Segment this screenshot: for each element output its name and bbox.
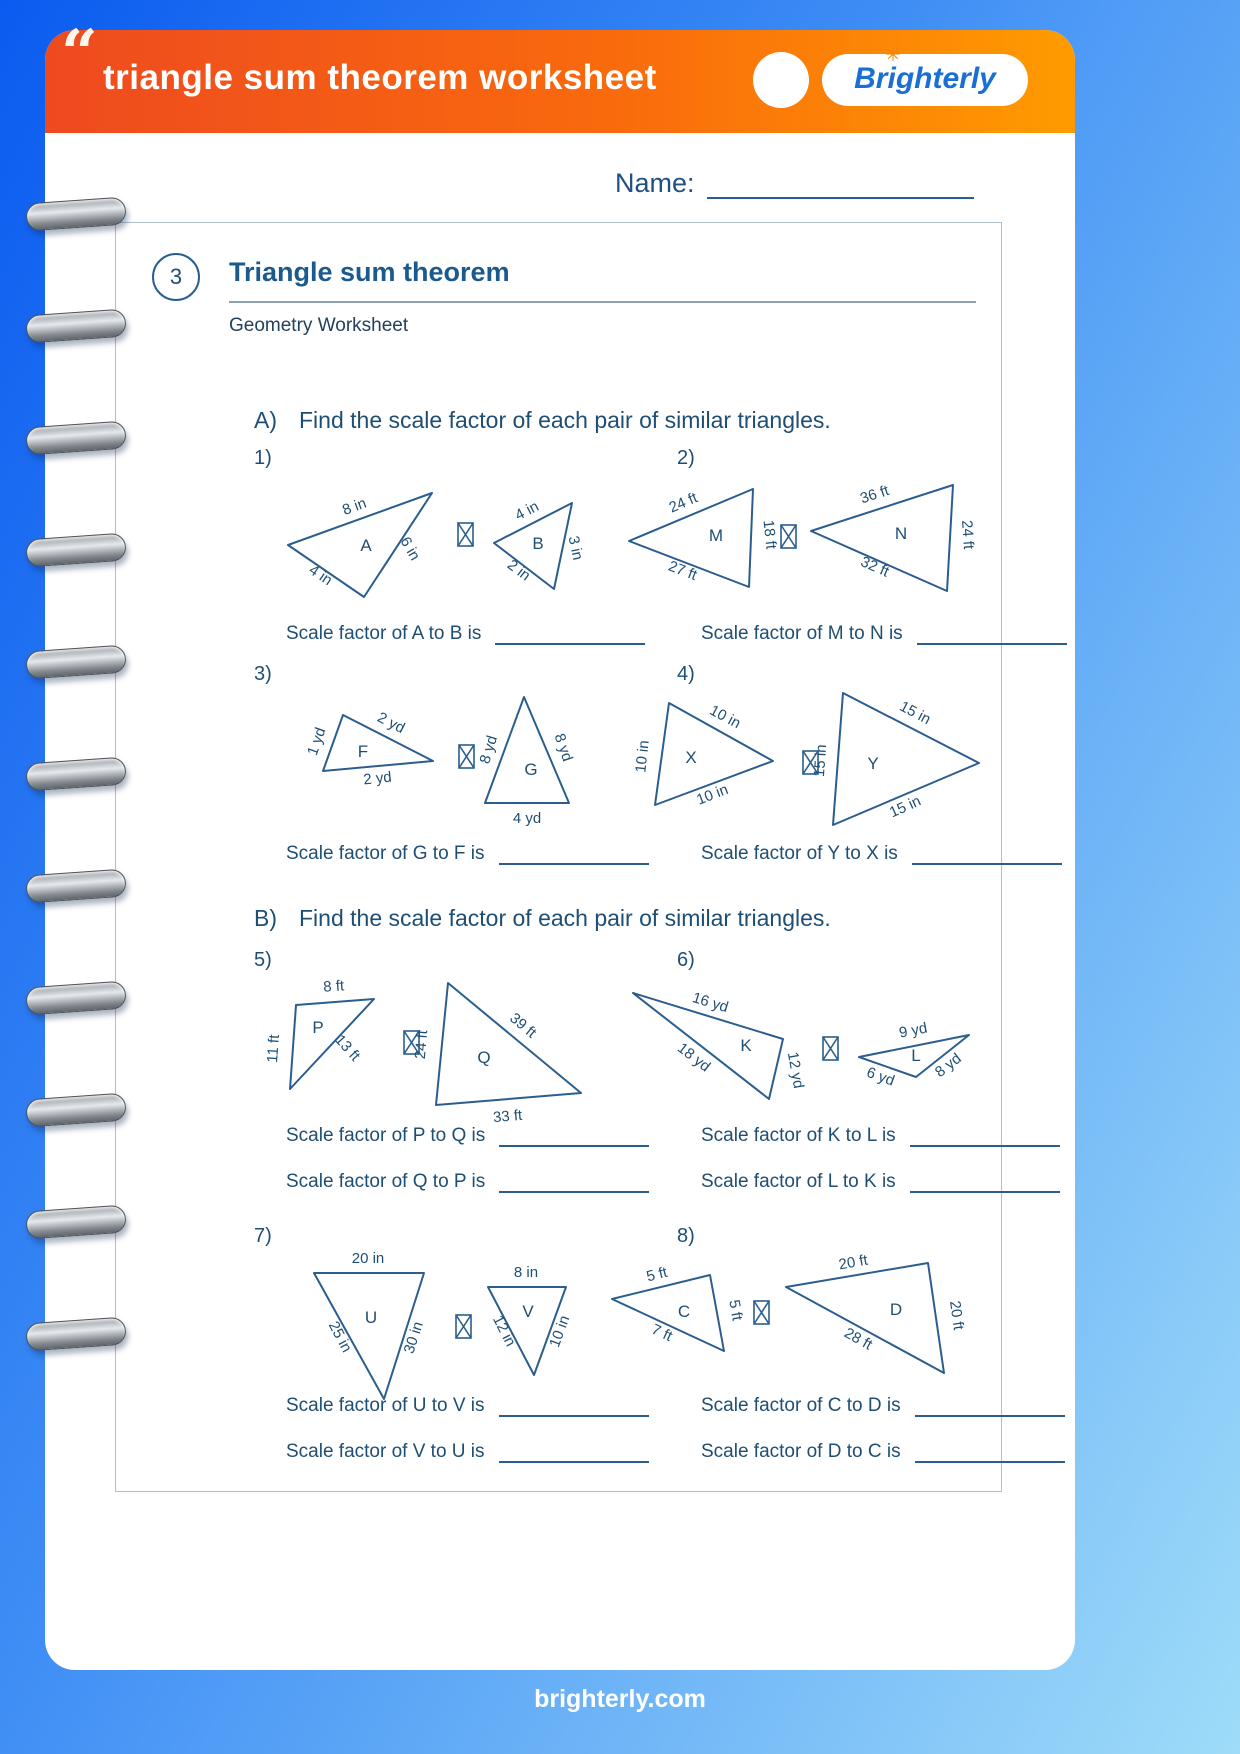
similar-symbol: [458, 523, 473, 546]
side-label: 15 in: [896, 697, 934, 729]
answer-line: [701, 1125, 1060, 1147]
side-label: 6 yd: [864, 1063, 897, 1090]
answer-label: Scale factor of Y to X is: [701, 843, 898, 864]
problem-2-number: 2): [677, 447, 695, 469]
figure-pair-8: [596, 1251, 991, 1396]
header-circle: [753, 52, 809, 108]
answer-label: Scale factor of U to V is: [286, 1395, 485, 1416]
side-label: 4 yd: [512, 810, 542, 827]
side-label: 3 in: [564, 534, 587, 562]
answer-line: [701, 623, 1067, 645]
triangle-A-label: A: [360, 536, 372, 555]
similar-symbol: [459, 745, 474, 768]
problem-4-number: 4): [677, 663, 695, 685]
answer-label: Scale factor of Q to P is: [286, 1171, 486, 1192]
title-divider: [229, 301, 976, 303]
answer-blank[interactable]: [912, 843, 1062, 865]
section-b-label: B): [254, 905, 277, 931]
answer-blank[interactable]: [499, 1441, 649, 1463]
sun-icon: ✳: [885, 45, 901, 66]
side-label: 24 ft: [411, 1029, 432, 1060]
answer-line: [286, 623, 645, 645]
triangle-C-label: C: [677, 1302, 691, 1321]
name-label: Name:: [615, 168, 695, 198]
figure-pair-4: [611, 685, 996, 835]
similar-symbol: [781, 525, 796, 548]
brand-name: Brighterly: [854, 62, 996, 95]
figure-pair-1: [266, 469, 596, 604]
side-label: 8 in: [513, 1264, 539, 1281]
triangle-G-label: G: [524, 760, 538, 779]
answer-label: Scale factor of C to D is: [701, 1395, 901, 1416]
side-label: 4 in: [305, 561, 336, 590]
side-label: 1 yd: [304, 725, 330, 758]
similar-symbol: [456, 1315, 471, 1338]
triangle-Q-label: Q: [477, 1048, 491, 1067]
side-label: 10 in: [632, 739, 653, 774]
figure-pair-5: [256, 971, 591, 1126]
triangle-D-label: D: [889, 1300, 903, 1319]
side-label: 15 in: [810, 743, 831, 778]
section-b-heading: [254, 905, 831, 932]
answer-label: Scale factor of M to N is: [701, 623, 903, 644]
answer-blank[interactable]: [499, 843, 649, 865]
triangle-M-label: M: [708, 526, 724, 545]
side-label: 6 in: [396, 534, 424, 564]
answer-label: Scale factor of G to F is: [286, 843, 485, 864]
worksheet-number-badge: 3: [152, 253, 200, 301]
side-label: 15 in: [886, 792, 924, 822]
header-title: triangle sum theorem worksheet: [103, 58, 657, 97]
side-label: 30 in: [400, 1319, 427, 1356]
answer-blank[interactable]: [915, 1441, 1065, 1463]
triangle-N-label: N: [894, 524, 908, 543]
side-label: 25 in: [324, 1318, 356, 1356]
worksheet-subtitle: Geometry Worksheet: [229, 315, 409, 336]
side-label: 32 ft: [858, 553, 892, 581]
answer-label: Scale factor of L to K is: [701, 1171, 896, 1192]
side-label: 8 ft: [322, 977, 345, 996]
side-label: 27 ft: [665, 557, 700, 584]
answer-line: [701, 1441, 1065, 1463]
side-label: 8 in: [340, 494, 369, 519]
worksheet-title: Triangle sum theorem: [229, 257, 510, 287]
footer-site: brighterly.com: [534, 1685, 706, 1713]
answer-line: [286, 843, 649, 865]
triangle-Y-label: Y: [867, 754, 879, 773]
side-label: 10 in: [546, 1313, 574, 1350]
figure-pair-6: [611, 977, 996, 1117]
answer-label: Scale factor of D to C is: [701, 1441, 901, 1462]
brighterly-logo: [822, 45, 1028, 106]
side-label: 20 ft: [837, 1251, 870, 1274]
triangle-D-outline: [786, 1263, 944, 1373]
answer-line: [701, 1171, 1060, 1193]
side-label: 10 in: [694, 781, 731, 809]
answer-blank[interactable]: [915, 1395, 1065, 1417]
name-input-line[interactable]: [707, 171, 974, 199]
answer-line: [286, 1171, 649, 1193]
answer-line: [701, 843, 1062, 865]
side-label: 20 ft: [946, 1299, 967, 1332]
problem-6-number: 6): [677, 949, 695, 971]
side-label: 10 in: [706, 701, 744, 733]
side-label: 24 ft: [666, 489, 700, 517]
answer-blank[interactable]: [499, 1395, 649, 1417]
side-label: 24 ft: [957, 519, 977, 550]
answer-blank[interactable]: [499, 1125, 649, 1147]
side-label: 12 in: [489, 1312, 519, 1350]
side-label: 18 ft: [759, 519, 780, 550]
section-b-instruction: Find the scale factor of each pair of similar triangles.: [299, 905, 831, 931]
answer-label: Scale factor of A to B is: [286, 623, 482, 644]
content-box: [115, 222, 1002, 1492]
answer-label: Scale factor of V to U is: [286, 1441, 485, 1462]
side-label: 8 yd: [476, 733, 501, 766]
figure-pair-3: [281, 685, 581, 835]
problem-7-number: 7): [254, 1225, 272, 1247]
triangle-P-outline: [290, 999, 374, 1089]
figure-pair-7: [276, 1245, 576, 1405]
side-label: 20 in: [351, 1250, 385, 1267]
triangle-K-label: K: [740, 1036, 752, 1055]
triangle-U-label: U: [364, 1308, 378, 1327]
side-label: 2 yd: [374, 708, 408, 738]
side-label: 12 yd: [783, 1050, 807, 1090]
side-label: 39 ft: [506, 1009, 540, 1042]
answer-blank[interactable]: [910, 1125, 1060, 1147]
triangle-L-label: L: [911, 1046, 921, 1065]
triangle-Q-outline: [436, 983, 581, 1105]
side-label: 28 ft: [841, 1324, 876, 1354]
problem-8-number: 8): [677, 1225, 695, 1247]
triangle-P-label: P: [312, 1018, 324, 1037]
answer-line: [286, 1125, 649, 1147]
side-label: 2 yd: [362, 768, 393, 789]
name-row: [615, 168, 974, 199]
section-a-instruction: Find the scale factor of each pair of similar triangles.: [299, 407, 831, 433]
section-a-label: A): [254, 407, 277, 433]
triangle-X-label: X: [685, 748, 697, 767]
answer-blank[interactable]: [495, 623, 645, 645]
side-label: 8 yd: [550, 731, 576, 764]
problem-1-number: 1): [254, 447, 272, 469]
side-label: 11 ft: [264, 1034, 283, 1064]
section-a-heading: [254, 407, 831, 434]
answer-label: Scale factor of K to L is: [701, 1125, 896, 1146]
side-label: 4 in: [512, 497, 542, 525]
side-label: 5 ft: [725, 1298, 746, 1322]
figure-pair-2: [611, 469, 996, 604]
triangle-B-label: B: [532, 534, 544, 553]
header-bar: [45, 16, 1075, 133]
triangle-V-label: V: [522, 1302, 534, 1321]
side-label: 5 ft: [644, 1263, 670, 1286]
answer-blank[interactable]: [910, 1171, 1060, 1193]
answer-line: [286, 1441, 649, 1463]
side-label: 13 ft: [331, 1031, 364, 1065]
triangle-F-label: F: [357, 742, 369, 761]
answer-line: [701, 1395, 1065, 1417]
answer-line: [286, 1395, 649, 1417]
similar-symbol: [754, 1301, 769, 1324]
problem-5-number: 5): [254, 949, 272, 971]
problem-3-number: 3): [254, 663, 272, 685]
side-label: 18 yd: [674, 1039, 714, 1076]
side-label: 2 in: [503, 556, 534, 585]
answer-blank[interactable]: [917, 623, 1067, 645]
worksheet-page: [45, 16, 1075, 1670]
side-label: 9 yd: [897, 1019, 929, 1042]
answer-label: Scale factor of P to Q is: [286, 1125, 486, 1146]
side-label: 16 yd: [690, 989, 731, 1017]
similar-symbol: [823, 1037, 838, 1060]
quote-icon: “: [61, 16, 98, 91]
side-label: 33 ft: [492, 1106, 523, 1126]
side-label: 36 ft: [858, 482, 892, 508]
side-label: 7 ft: [648, 1320, 675, 1346]
answer-blank[interactable]: [499, 1171, 649, 1193]
side-label: 8 yd: [931, 1050, 965, 1081]
